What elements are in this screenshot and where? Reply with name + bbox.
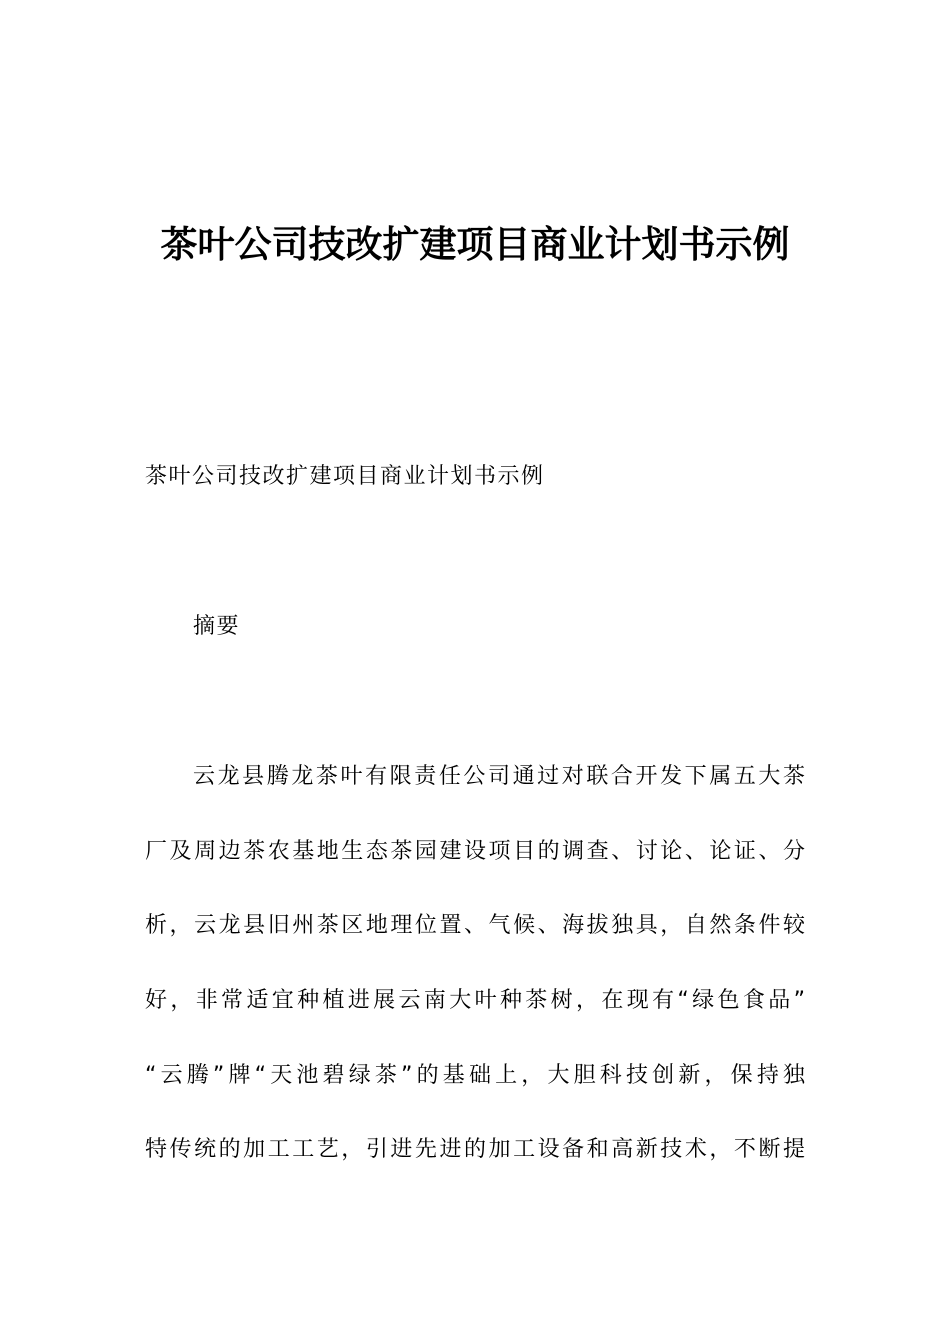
paragraph-line: “云腾”牌“天池碧绿茶”的基础上，大胆科技创新，保持独	[145, 1063, 805, 1088]
abstract-label: 摘要	[193, 614, 241, 639]
paragraph-line: 好，非常适宜种植进展云南大叶种茶树，在现有“绿色食品”	[145, 988, 805, 1013]
document-title: 茶叶公司技改扩建项目商业计划书示例	[160, 223, 790, 266]
paragraph-line: 特传统的加工工艺，引进先进的加工设备和高新技术，不断提	[145, 1137, 805, 1162]
document-heading: 茶叶公司技改扩建项目商业计划书示例	[145, 464, 545, 489]
paragraph-line: 云龙县腾龙茶叶有限责任公司通过对联合开发下属五大茶	[193, 764, 805, 789]
paragraph-line: 析，云龙县旧州茶区地理位置、气候、海拔独具，自然条件较	[145, 913, 805, 938]
paragraph-line: 厂及周边茶农基地生态茶园建设项目的调查、讨论、论证、分	[145, 839, 805, 864]
